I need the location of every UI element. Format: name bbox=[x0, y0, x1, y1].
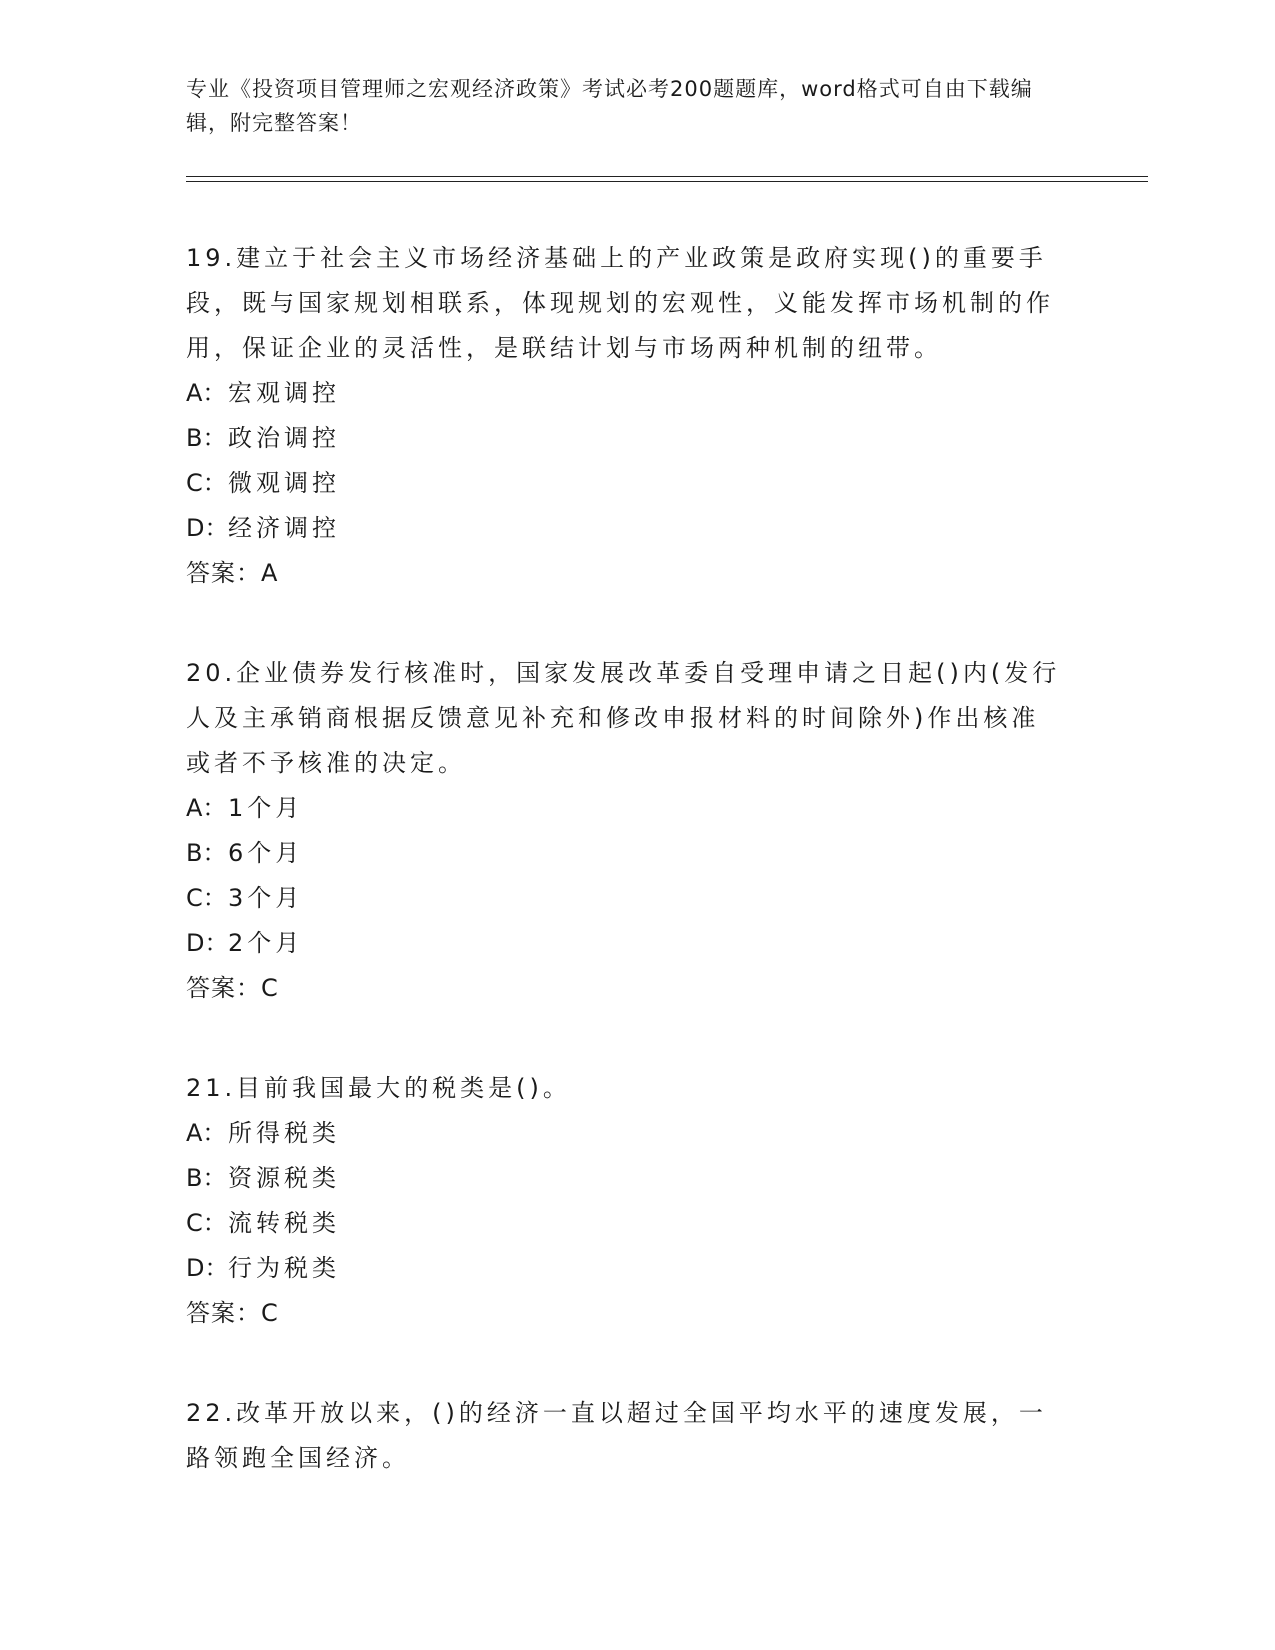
option-d bbox=[186, 1246, 1066, 1291]
option-d bbox=[186, 921, 1066, 966]
option-b bbox=[186, 1156, 1066, 1201]
option-letter: C： bbox=[186, 469, 227, 497]
option-a bbox=[186, 371, 1066, 416]
option-text: 政治调控 bbox=[228, 424, 340, 452]
answer-line: 答案：C bbox=[186, 974, 279, 1002]
answer-line: 答案：A bbox=[186, 559, 279, 587]
option-letter: C： bbox=[186, 1209, 227, 1237]
option-letter: A： bbox=[186, 1119, 227, 1147]
question-list bbox=[186, 236, 1066, 1536]
option-text: 流转税类 bbox=[228, 1209, 340, 1237]
option-letter: B： bbox=[186, 839, 227, 867]
question-22 bbox=[186, 1391, 1066, 1481]
question-text: 21.目前我国最大的税类是()。 bbox=[186, 1074, 571, 1102]
answer-line: 答案：C bbox=[186, 1299, 279, 1327]
option-text: 6个月 bbox=[228, 839, 304, 867]
option-b bbox=[186, 831, 1066, 876]
option-a bbox=[186, 786, 1066, 831]
option-text: 资源税类 bbox=[228, 1164, 340, 1192]
header-divider-bottom bbox=[186, 181, 1148, 182]
option-text: 1个月 bbox=[228, 794, 304, 822]
option-b bbox=[186, 416, 1066, 461]
question-text: 22.改革开放以来，()的经济一直以超过全国平均水平的速度发展，一路领跑全国经济。 bbox=[186, 1399, 1047, 1472]
option-text: 3个月 bbox=[228, 884, 304, 912]
option-letter: B： bbox=[186, 1164, 227, 1192]
question-text: 20.企业债券发行核准时，国家发展改革委自受理申请之日起()内(发行人及主承销商根据反馈意见补充和修改申报材料的时间除外)作出核准或者不予核准的决定。 bbox=[186, 659, 1061, 777]
question-19 bbox=[186, 236, 1066, 596]
option-letter: A： bbox=[186, 794, 227, 822]
option-text: 行为税类 bbox=[228, 1254, 340, 1282]
question-20 bbox=[186, 651, 1066, 1011]
option-text: 经济调控 bbox=[228, 514, 340, 542]
option-a bbox=[186, 1111, 1066, 1156]
header-divider-top bbox=[186, 176, 1148, 177]
question-21 bbox=[186, 1066, 1066, 1336]
option-c bbox=[186, 461, 1066, 506]
option-letter: C： bbox=[186, 884, 227, 912]
option-letter: D： bbox=[186, 514, 229, 542]
option-c bbox=[186, 876, 1066, 921]
document-header: 专业《投资项目管理师之宏观经济政策》考试必考200题题库，word格式可自由下载编辑，附完整答案！ bbox=[186, 77, 1033, 135]
option-letter: A： bbox=[186, 379, 227, 407]
option-letter: B： bbox=[186, 424, 227, 452]
option-text: 微观调控 bbox=[228, 469, 340, 497]
option-c bbox=[186, 1201, 1066, 1246]
option-text: 2个月 bbox=[228, 929, 304, 957]
question-text: 19.建立于社会主义市场经济基础上的产业政策是政府实现()的重要手段，既与国家规划相联系，体现规划的宏观性，义能发挥市场机制的作用，保证企业的灵活性，是联结计划与市场两种机制的纽带。 bbox=[186, 244, 1054, 362]
option-text: 宏观调控 bbox=[228, 379, 340, 407]
option-letter: D： bbox=[186, 1254, 229, 1282]
option-text: 所得税类 bbox=[228, 1119, 340, 1147]
option-letter: D： bbox=[186, 929, 229, 957]
option-d bbox=[186, 506, 1066, 551]
